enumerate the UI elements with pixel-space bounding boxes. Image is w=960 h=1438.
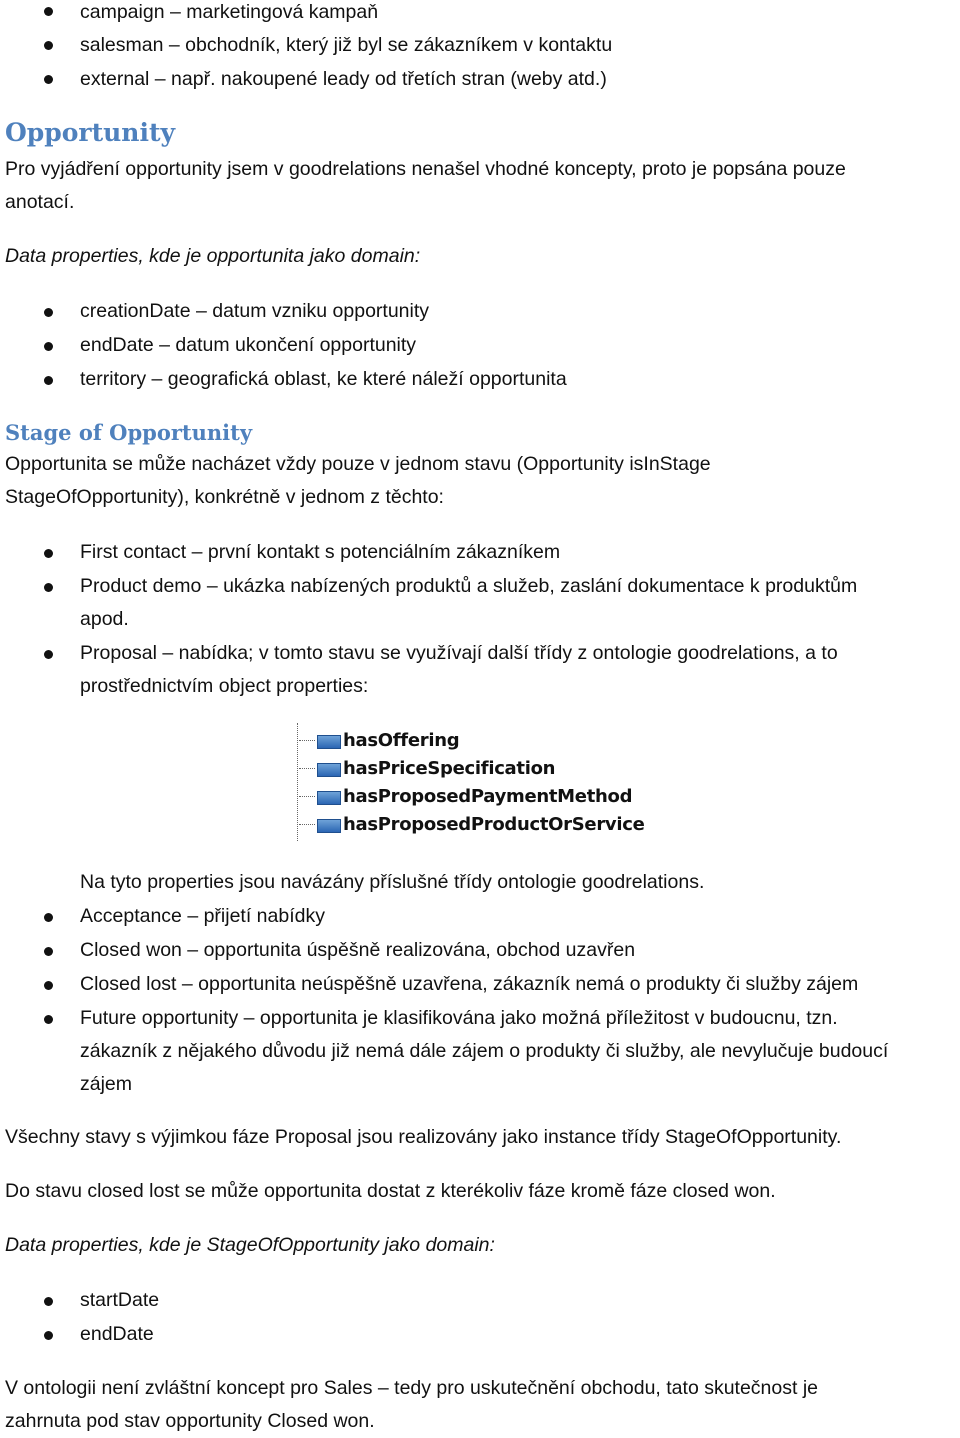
bullet: [44, 913, 53, 922]
list-item: Product demo – ukázka nabízených produktů a služeb, zaslání dokumentace k produktům: [80, 575, 858, 597]
property-name: hasProposedProductOrService: [343, 814, 645, 835]
list-item: endDate: [80, 1323, 154, 1345]
bullet: [44, 981, 53, 990]
property-row: [299, 756, 659, 782]
object-properties-figure: [297, 723, 667, 841]
bullet: [44, 7, 53, 16]
tree-line: [297, 723, 298, 841]
properties-note: Na tyto properties jsou navázány příslušné třídy ontologie goodrelations.: [80, 871, 705, 893]
paragraph: Opportunita se může nacházet vždy pouze v jednom stavu (Opportunity isInStage: [5, 453, 711, 475]
object-property-icon: [317, 735, 341, 749]
section-heading-stage: Stage of Opportunity: [5, 420, 253, 445]
property-row: [299, 812, 659, 838]
list-item: creationDate – datum vzniku opportunity: [80, 300, 430, 322]
bullet: [44, 549, 53, 558]
list-item: Closed lost – opportunita neúspěšně uzavřena, zákazník nemá o produkty či služby zájem: [80, 973, 859, 995]
list-item: startDate: [80, 1289, 160, 1311]
bullet: [44, 1331, 53, 1340]
list-item-continuation: zákazník z nějakého důvodu již nemá dále zájem o produkty či služby, ale nevylučuje budoucí: [80, 1040, 889, 1062]
list-item: external – např. nakoupené leady od třetích stran (weby atd.): [80, 68, 607, 90]
list-item: campaign – marketingová kampaň: [80, 1, 379, 23]
bullet: [44, 947, 53, 956]
bullet: [44, 342, 53, 351]
paragraph: Do stavu closed lost se může opportunita dostat z kterékoliv fáze kromě fáze closed won.: [5, 1180, 776, 1202]
list-item-continuation: prostřednictvím object properties:: [80, 675, 369, 697]
bullet: [44, 1297, 53, 1306]
list-item: territory – geografická oblast, ke které náleží opportunita: [80, 368, 567, 390]
bullet: [44, 650, 53, 659]
data-properties-caption: Data properties, kde je StageOfOpportunity jako domain:: [5, 1234, 495, 1256]
property-name: hasPriceSpecification: [343, 758, 556, 779]
list-item: salesman – obchodník, který již byl se zákazníkem v kontaktu: [80, 34, 613, 56]
list-item: Acceptance – přijetí nabídky: [80, 905, 325, 927]
bullet: [44, 1015, 53, 1024]
paragraph: zahrnuta pod stav opportunity Closed won.: [5, 1410, 375, 1432]
property-name: hasOffering: [343, 730, 460, 751]
paragraph: Všechny stavy s výjimkou fáze Proposal jsou realizovány jako instance třídy StageOfOpportunity.: [5, 1126, 842, 1148]
list-item: Proposal – nabídka; v tomto stavu se využívají další třídy z ontologie goodrelations, a to: [80, 642, 838, 664]
section-heading-opportunity: Opportunity: [5, 118, 176, 147]
list-item: Closed won – opportunita úspěšně realizována, obchod uzavřen: [80, 939, 636, 961]
paragraph: StageOfOpportunity), konkrétně v jednom z těchto:: [5, 486, 444, 508]
bullet: [44, 376, 53, 385]
property-row: [299, 728, 659, 754]
object-property-icon: [317, 819, 341, 833]
paragraph: V ontologii není zvláštní koncept pro Sales – tedy pro uskutečnění obchodu, tato skutečnost je: [5, 1377, 819, 1399]
bullet: [44, 583, 53, 592]
bullet: [44, 41, 53, 50]
paragraph: Pro vyjádření opportunity jsem v goodrelations nenašel vhodné koncepty, proto je popsána pouze: [5, 158, 846, 180]
bullet: [44, 75, 53, 84]
property-name: hasProposedPaymentMethod: [343, 786, 633, 807]
list-item: Future opportunity – opportunita je klasifikována jako možná příležitost v budoucnu, tzn.: [80, 1007, 838, 1029]
property-row: [299, 784, 659, 810]
data-properties-caption: Data properties, kde je opportunita jako domain:: [5, 245, 421, 267]
object-property-icon: [317, 763, 341, 777]
object-property-icon: [317, 791, 341, 805]
list-item: First contact – první kontakt s potenciálním zákazníkem: [80, 541, 561, 563]
paragraph: anotací.: [5, 191, 75, 213]
list-item-continuation: apod.: [80, 608, 129, 630]
list-item-continuation: zájem: [80, 1073, 133, 1095]
list-item: endDate – datum ukončení opportunity: [80, 334, 417, 356]
bullet: [44, 308, 53, 317]
